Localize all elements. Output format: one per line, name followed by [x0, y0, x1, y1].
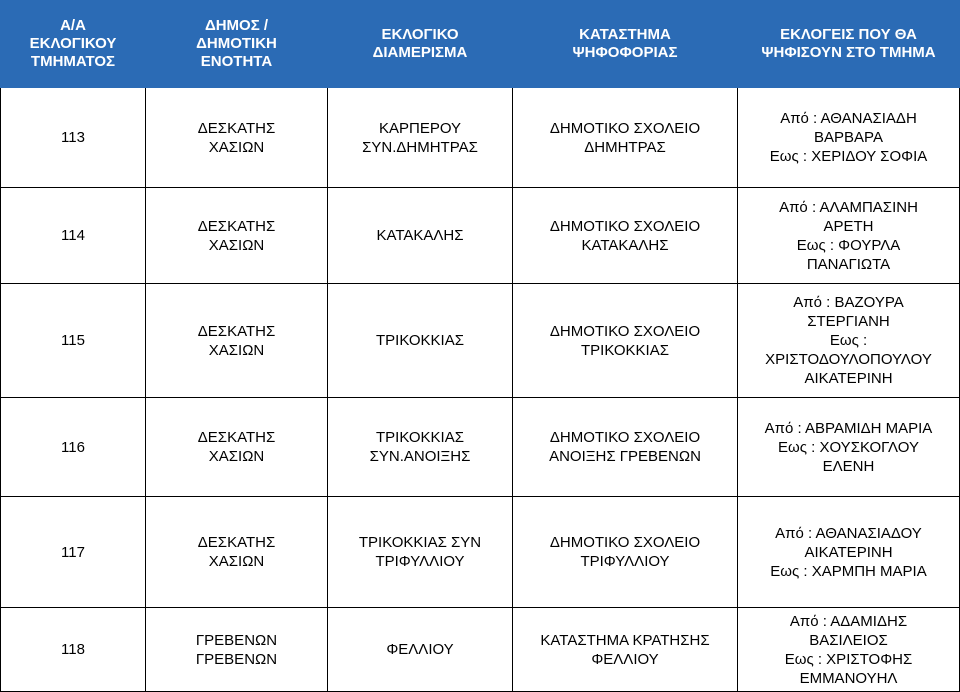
header-polling-station	[513, 1, 738, 88]
cell-line: Εως : ΦΟΥΡΛΑ	[796, 236, 901, 254]
cell-line: ΧΑΣΙΩΝ	[208, 236, 265, 254]
header-line: ΔΙΑΜΕΡΙΣΜΑ	[372, 44, 468, 61]
cell-line: Από : ΑΔΑΜΙΔΗΣ	[789, 612, 908, 630]
cell-line: ΔΗΜΟΤΙΚΟ ΣΧΟΛΕΙΟ	[549, 534, 701, 551]
cell-station	[513, 608, 738, 692]
cell-municipality	[146, 497, 328, 608]
header-line: ΕΚΛΟΓΙΚΟΥ	[29, 35, 117, 52]
cell-number: 117	[1, 497, 146, 608]
header-row	[1, 1, 960, 88]
cell-line: ΧΑΣΙΩΝ	[208, 448, 265, 465]
cell-line: ΚΑΤΑΚΑΛΗΣ	[581, 236, 669, 254]
cell-line: ΔΗΜΟΤΙΚΟ ΣΧΟΛΕΙΟ	[549, 322, 701, 340]
cell-line: ΒΑΡΒΑΡΑ	[814, 129, 883, 146]
cell-line: ΚΑΤΑΚΑΛΗΣ	[376, 227, 464, 244]
header-line: ΔΗΜΟΣ /	[204, 17, 269, 34]
cell-line: ΔΕΣΚΑΤΗΣ	[197, 217, 276, 235]
cell-line: Εως : ΧΑΡΜΠΗ ΜΑΡΙΑ	[770, 562, 927, 580]
cell-line: ΦΕΛΛΙΟΥ	[386, 641, 454, 658]
cell-line: ΤΡΙΚΟΚΚΙΑΣ	[580, 341, 669, 359]
cell-number: 113	[1, 88, 146, 188]
header-section-number	[1, 1, 146, 88]
table-row	[1, 188, 960, 284]
cell-district	[328, 188, 513, 284]
cell-line: ΦΕΛΛΙΟΥ	[591, 650, 659, 668]
cell-line: ΔΕΣΚΑΤΗΣ	[197, 534, 276, 551]
cell-line: ΤΡΙΚΟΚΚΙΑΣ	[375, 332, 464, 349]
cell-line: ΓΡΕΒΕΝΩΝ	[195, 631, 278, 649]
cell-line: ΧΑΣΙΩΝ	[208, 341, 265, 359]
header-municipality	[146, 1, 328, 88]
cell-number: 116	[1, 398, 146, 497]
cell-district	[328, 398, 513, 497]
cell-line: ΑΡΕΤΗ	[823, 217, 874, 235]
cell-line: ΤΡΙΚΟΚΚΙΑΣ ΣΥΝ	[358, 534, 482, 551]
cell-line: ΧΑΣΙΩΝ	[208, 553, 265, 570]
cell-line: Από : ΒΑΖΟΥΡΑ	[793, 294, 904, 311]
header-line: ΕΚΛΟΓΕΙΣ ΠΟΥ ΘΑ	[780, 26, 917, 43]
cell-line: ΣΥΝ.ΔΗΜΗΤΡΑΣ	[362, 138, 478, 156]
cell-line: Από : ΑΒΡΑΜΙΔΗ ΜΑΡΙΑ	[764, 419, 933, 437]
cell-district	[328, 88, 513, 188]
cell-line: ΣΥΝ.ΑΝΟΙΞΗΣ	[369, 448, 471, 465]
cell-district	[328, 497, 513, 608]
cell-municipality	[146, 398, 328, 497]
cell-line: ΑΝΟΙΞΗΣ ΓΡΕΒΕΝΩΝ	[549, 448, 701, 465]
cell-line: ΤΡΙΦΥΛΛΙΟΥ	[375, 553, 465, 570]
cell-line: Από : ΑΘΑΝΑΣΙΑΔΗ	[780, 110, 917, 127]
cell-municipality	[146, 284, 328, 398]
cell-station	[513, 284, 738, 398]
cell-line: ΓΡΕΒΕΝΩΝ	[195, 650, 278, 668]
cell-line: ΕΛΕΝΗ	[822, 457, 875, 475]
cell-voters	[738, 188, 960, 284]
cell-line: ΧΑΣΙΩΝ	[208, 138, 265, 156]
cell-line: Εως :	[829, 332, 868, 349]
table-row	[1, 88, 960, 188]
cell-voters	[738, 284, 960, 398]
cell-voters	[738, 398, 960, 497]
cell-line: ΚΑΡΠΕΡΟΥ	[378, 119, 462, 137]
cell-voters	[738, 608, 960, 692]
cell-line: ΔΗΜΟΤΙΚΟ ΣΧΟΛΕΙΟ	[549, 119, 701, 137]
cell-line: ΑΙΚΑΤΕΡΙΝΗ	[804, 543, 893, 561]
cell-municipality	[146, 608, 328, 692]
header-line: ΨΗΦΟΦΟΡΙΑΣ	[572, 44, 678, 61]
cell-line: ΠΑΝΑΓΙΩΤΑ	[806, 255, 891, 273]
cell-line: ΤΡΙΚΟΚΚΙΑΣ	[375, 429, 464, 446]
cell-station	[513, 398, 738, 497]
cell-number: 114	[1, 188, 146, 284]
cell-line: Από : ΑΛΑΜΠΑΣΙΝΗ	[779, 198, 918, 216]
cell-number: 115	[1, 284, 146, 398]
table-row	[1, 398, 960, 497]
cell-line: ΔΕΣΚΑΤΗΣ	[197, 119, 276, 137]
header-line: Α/Α	[60, 17, 86, 34]
cell-line: ΔΗΜΟΤΙΚΟ ΣΧΟΛΕΙΟ	[549, 217, 701, 235]
cell-line: ΔΕΣΚΑΤΗΣ	[197, 429, 276, 446]
cell-municipality	[146, 188, 328, 284]
cell-line: Από : ΑΘΑΝΑΣΙΑΔΟΥ	[775, 524, 922, 542]
cell-line: Εως : ΧΟΥΣΚΟΓΛΟΥ	[778, 438, 919, 456]
cell-station	[513, 88, 738, 188]
cell-municipality	[146, 88, 328, 188]
cell-line: ΧΡΙΣΤΟΔΟΥΛΟΠΟΥΛΟΥ	[765, 351, 932, 368]
cell-line: ΕΜΜΑΝΟΥΗΛ	[799, 669, 898, 687]
cell-line: ΔΗΜΟΤΙΚΟ ΣΧΟΛΕΙΟ	[549, 429, 701, 446]
header-line: ΚΑΤΑΣΤΗΜΑ	[579, 26, 671, 43]
cell-number: 118	[1, 608, 146, 692]
table-row	[1, 284, 960, 398]
header-line: ΔΗΜΟΤΙΚΗ	[196, 35, 277, 52]
cell-line: ΔΗΜΗΤΡΑΣ	[584, 138, 666, 156]
cell-station	[513, 497, 738, 608]
cell-line: ΤΡΙΦΥΛΛΙΟΥ	[580, 553, 670, 570]
cell-line: ΣΤΕΡΓΙΑΝΗ	[807, 313, 890, 330]
cell-station	[513, 188, 738, 284]
table-row	[1, 497, 960, 608]
cell-line: Εως : ΧΡΙΣΤΟΦΗΣ	[784, 650, 913, 668]
header-line: ΕΚΛΟΓΙΚΟ	[381, 26, 459, 43]
cell-line: ΚΑΤΑΣΤΗΜΑ ΚΡΑΤΗΣΗΣ	[540, 631, 710, 649]
cell-line: ΒΑΣΙΛΕΙΟΣ	[809, 631, 888, 649]
cell-line: Εως : ΧΕΡΙΔΟΥ ΣΟΦΙΑ	[769, 148, 928, 165]
cell-line: ΑΙΚΑΤΕΡΙΝΗ	[804, 370, 893, 387]
cell-district	[328, 608, 513, 692]
header-line: ΤΜΗΜΑΤΟΣ	[30, 53, 116, 70]
table-row	[1, 608, 960, 692]
header-line: ΕΝΟΤΗΤΑ	[200, 53, 273, 70]
cell-voters	[738, 88, 960, 188]
cell-voters	[738, 497, 960, 608]
cell-district	[328, 284, 513, 398]
header-voters	[738, 1, 960, 88]
header-district	[328, 1, 513, 88]
header-line: ΨΗΦΙΣΟΥΝ ΣΤΟ ΤΜΗΜΑ	[761, 44, 936, 61]
cell-line: ΔΕΣΚΑΤΗΣ	[197, 322, 276, 340]
